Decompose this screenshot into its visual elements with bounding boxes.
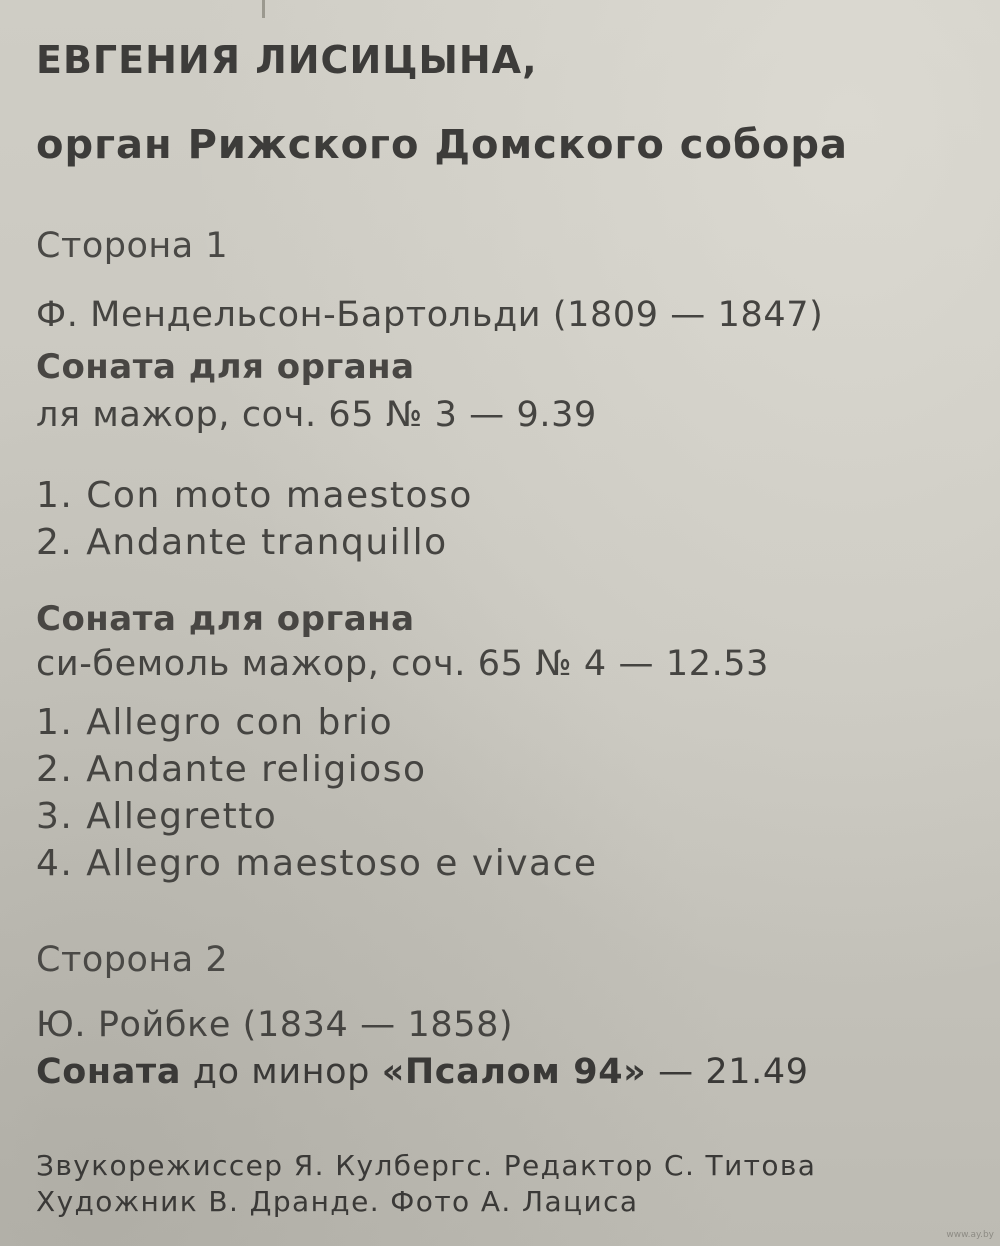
work-1-detail: ля мажор, соч. 65 № 3 — 9.39	[36, 395, 597, 435]
work-2-movement: 2. Andante religioso	[36, 749, 427, 790]
credits-line-2: Художник В. Дранде. Фото А. Лациса	[36, 1185, 639, 1218]
side-1-label: Сторона 1	[36, 226, 229, 266]
work-2-movement: 3. Allegretto	[36, 796, 278, 837]
work-2-movement: 1. Allegro con brio	[36, 702, 394, 743]
scratch-mark	[262, 0, 265, 18]
work-1-title: Соната для органа	[36, 347, 415, 387]
side-2-work-key: до минор	[181, 1052, 382, 1092]
side-2-work	[36, 1052, 809, 1092]
credits-line-1: Звукорежиссер Я. Кулбергс. Редактор С. Титова	[36, 1149, 817, 1182]
work-1-movement: 2. Andante tranquillo	[36, 522, 448, 563]
side-2-work-duration: — 21.49	[646, 1052, 809, 1092]
work-2-title: Соната для органа	[36, 599, 415, 639]
side-2-label: Сторона 2	[36, 940, 229, 980]
work-2-movement: 4. Allegro maestoso e vivace	[36, 843, 598, 884]
album-subtitle: орган Рижского Домского собора	[36, 122, 849, 168]
side-2-work-title: Соната	[36, 1052, 182, 1092]
side-2-composer: Ю. Ройбке (1834 — 1858)	[36, 1005, 514, 1045]
watermark: www.ay.by	[946, 1230, 994, 1240]
side-1-composer: Ф. Мендельсон-Бартольди (1809 — 1847)	[36, 295, 824, 335]
work-1-movement: 1. Con moto maestoso	[36, 475, 473, 516]
work-2-detail: си-бемоль мажор, соч. 65 № 4 — 12.53	[36, 644, 770, 684]
artist-name: ЕВГЕНИЯ ЛИСИЦЫНА,	[36, 38, 538, 82]
side-2-work-subtitle: «Псалом 94»	[381, 1052, 647, 1092]
